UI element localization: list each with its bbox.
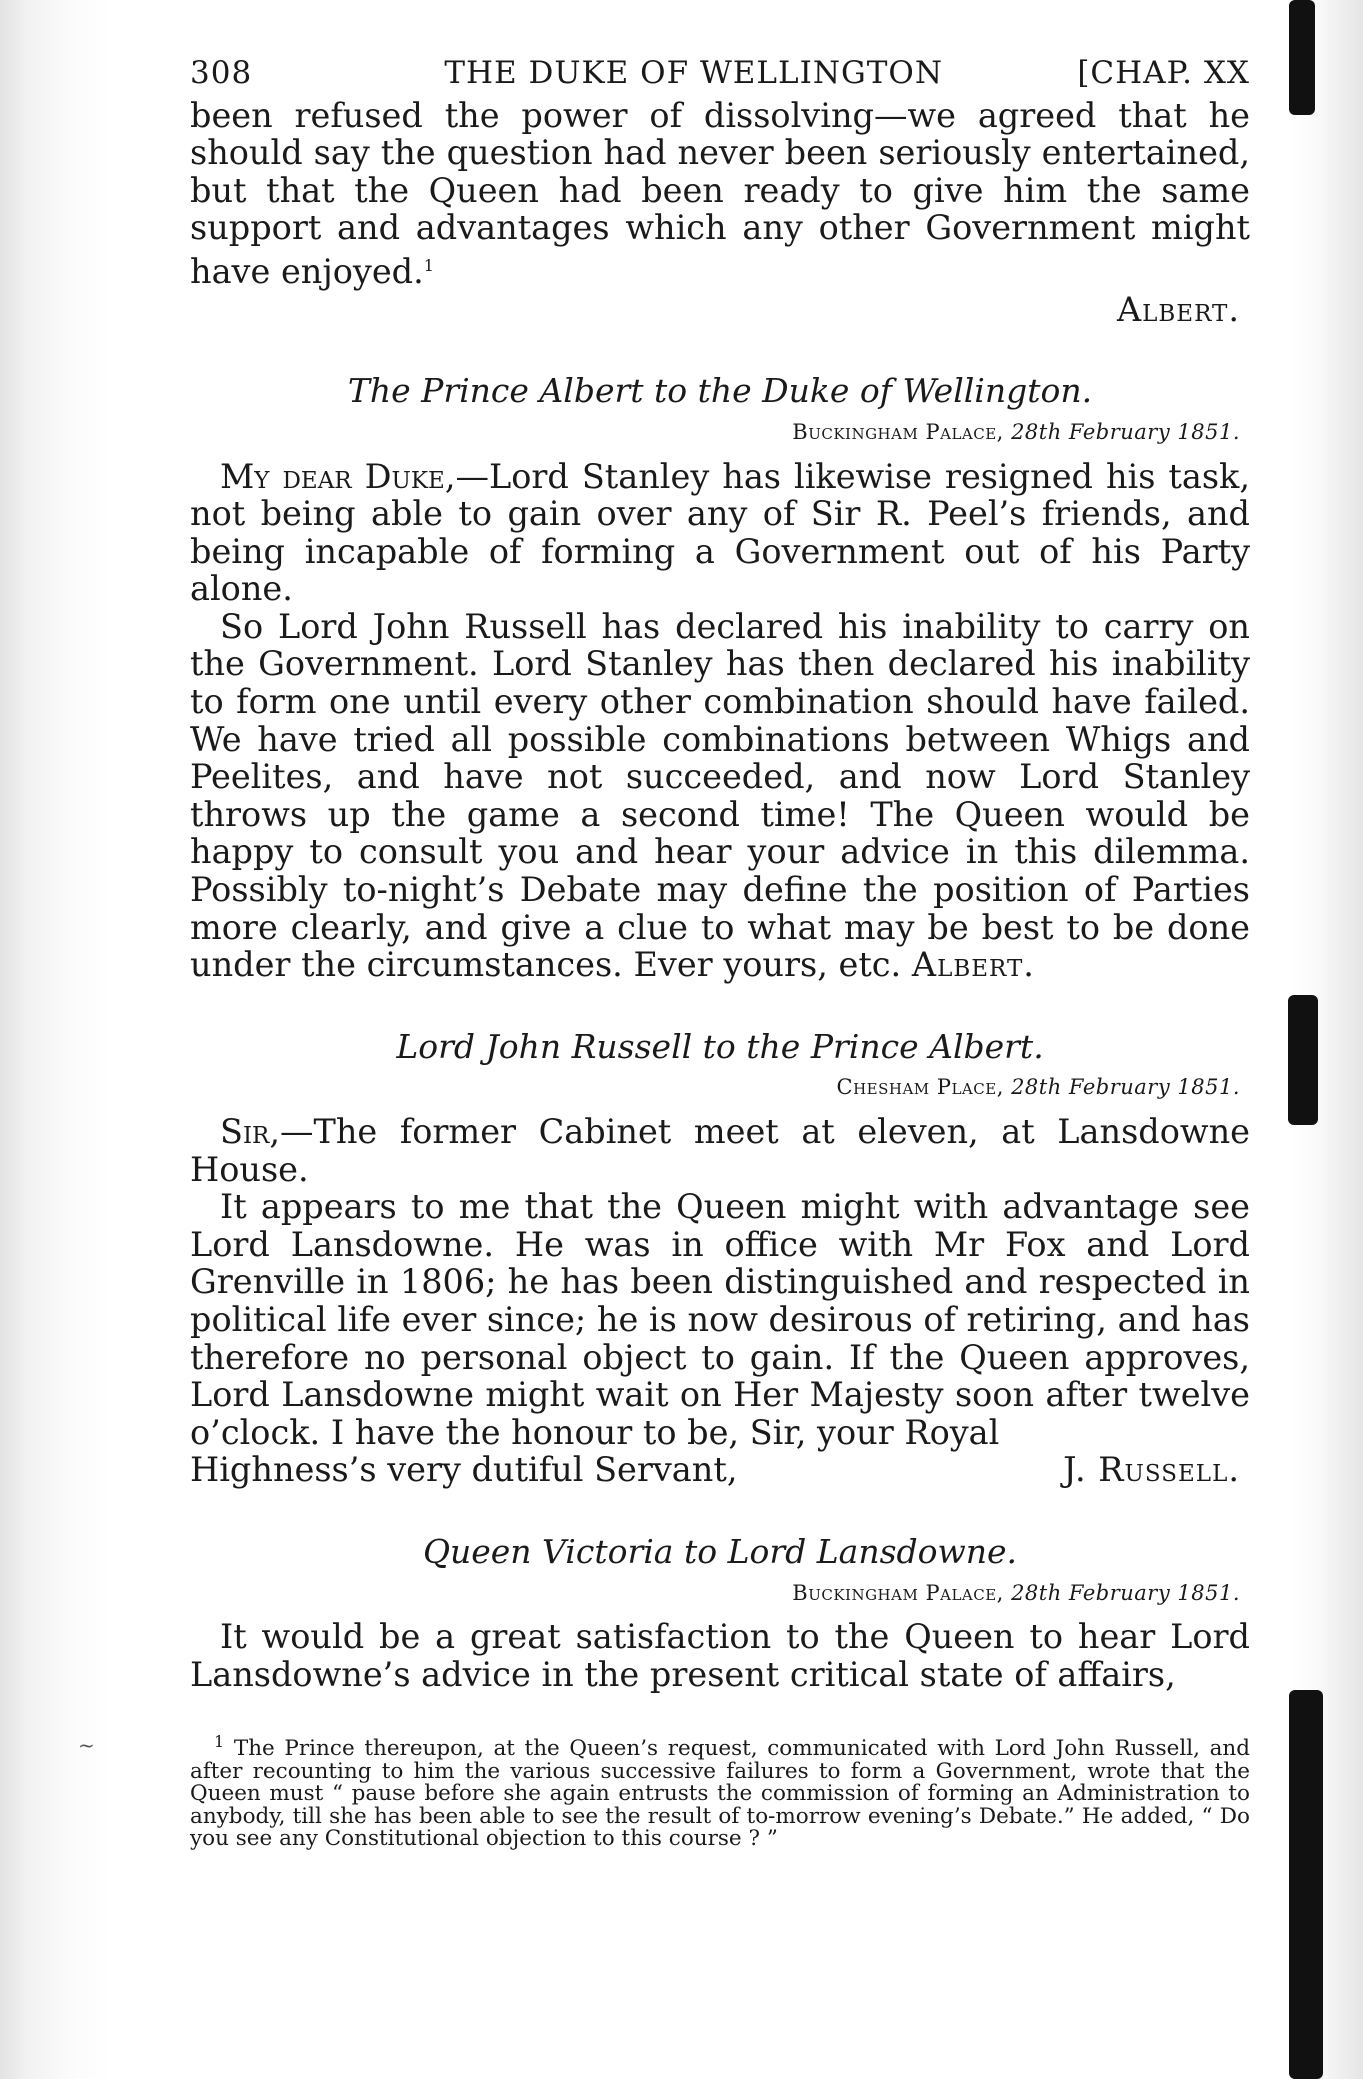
letter2-paragraph-2: It appears to me that the Queen might with advantage see Lord Lansdowne. He was in office with Mr Fox and Lord Grenville in 1806; he has been distinguished and respected in political life ever since; he is now desirous of retiring, and has therefore no personal object to gain. If the Queen approves, Lord Lansdowne might wait on Her Majesty soon after twelve o’clock. I have the honour to be, Sir, your Royal: [190, 1187, 1250, 1452]
letter3-place: Buckingham Palace,: [792, 1580, 1004, 1605]
opening-signature: Albert.: [1116, 289, 1240, 329]
opening-paragraph: [190, 97, 1250, 291]
letter1-paragraph-2: So Lord John Russell has declared his inability to carry on the Government. Lord Stanley has then declared his inability to form one until every other combination should have failed. We have tried all possible combinations between Whigs and Peelites, and have not succeeded, and now Lord Stanley throws up the game a second time! The Queen would be happy to consult you and hear your advice in this dilemma. Possibly to-night’s Debate may define the position of Parties more clearly, and give a clue to what may be best to be done under the circumstances. Ever yours, etc. Albert.: [190, 606, 1250, 985]
letter2-closing-line: [190, 1451, 1250, 1489]
letter1-signature: Albert.: [911, 945, 1035, 985]
letter2-signature: J. Russell.: [1063, 1450, 1240, 1490]
footnote-1: [190, 1731, 1250, 1850]
letter1-paragraph-1: My dear Duke,—Lord Stanley has likewise resigned his task, not being able to gain over any of Sir R. Peel’s friends, and being incapable of forming a Government out of his Party alone.: [190, 456, 1250, 609]
margin-pencil-mark: ~: [78, 1733, 95, 1757]
letter2-paragraph-1: Sir,—The former Cabinet meet at eleven, at Lansdowne House.: [190, 1112, 1250, 1189]
letter3-paragraph: It would be a great satisfaction to the Queen to hear Lord Lansdowne’s advice in the present critical state of affairs,: [190, 1617, 1250, 1694]
letter2-salutation: Sir,: [220, 1112, 281, 1151]
scan-left-edge: [0, 0, 110, 2079]
page-number: 308: [190, 55, 253, 91]
footnote-ref: 1: [423, 255, 434, 275]
running-head: [190, 55, 1250, 93]
letter3-date: 28th February 1851.: [1011, 1580, 1240, 1605]
letter2-date: 28th February 1851.: [1011, 1075, 1240, 1100]
footnote-number: 1: [214, 1732, 225, 1752]
binding-mark-middle: [1288, 995, 1318, 1125]
letter2-heading: Lord John Russell to the Prince Albert.: [396, 1026, 1044, 1066]
footnotes: [190, 1731, 1250, 1850]
opening-text: been refused the power of dissolving—we agreed that he should say the question had never been seriously entertained, but that the Queen had been ready to give him the same support and advantages which any other Government might have enjoyed.: [190, 95, 1250, 292]
letter1-place: Buckingham Palace,: [792, 419, 1004, 444]
letter2-place: Chesham Place,: [836, 1075, 1004, 1100]
book-page: [190, 55, 1250, 1851]
letter1-dateline: [190, 414, 1250, 452]
letter1-heading: The Prince Albert to the Duke of Wellington.: [347, 371, 1093, 411]
book-title: THE DUKE OF WELLINGTON: [444, 55, 943, 91]
letter2-dateline: [190, 1069, 1250, 1107]
binding-mark-top: [1289, 0, 1315, 115]
letter1-salutation: My dear Duke,: [220, 456, 456, 496]
binding-mark-bottom: [1289, 1690, 1323, 2079]
footnote-text: The Prince thereupon, at the Queen’s request, communicated with Lord John Russell, and after recounting to him the various successive failures to form a Government, wrote that the Queen must “ pause before she again entrusts the commission of forming an Administration to anybody, till she has been able to see the result of to-morrow evening’s Debate.” He added, “ Do you see any Constitutional objection to this course ? ”: [190, 1736, 1250, 1852]
letter3-heading: Queen Victoria to Lord Lansdowne.: [422, 1531, 1018, 1571]
letter2-closing: Highness’s very dutiful Servant,: [190, 1450, 738, 1490]
letter3-dateline: [190, 1575, 1250, 1613]
chapter-label: [CHAP. XX: [1077, 55, 1250, 91]
letter1-date: 28th February 1851.: [1011, 419, 1240, 444]
